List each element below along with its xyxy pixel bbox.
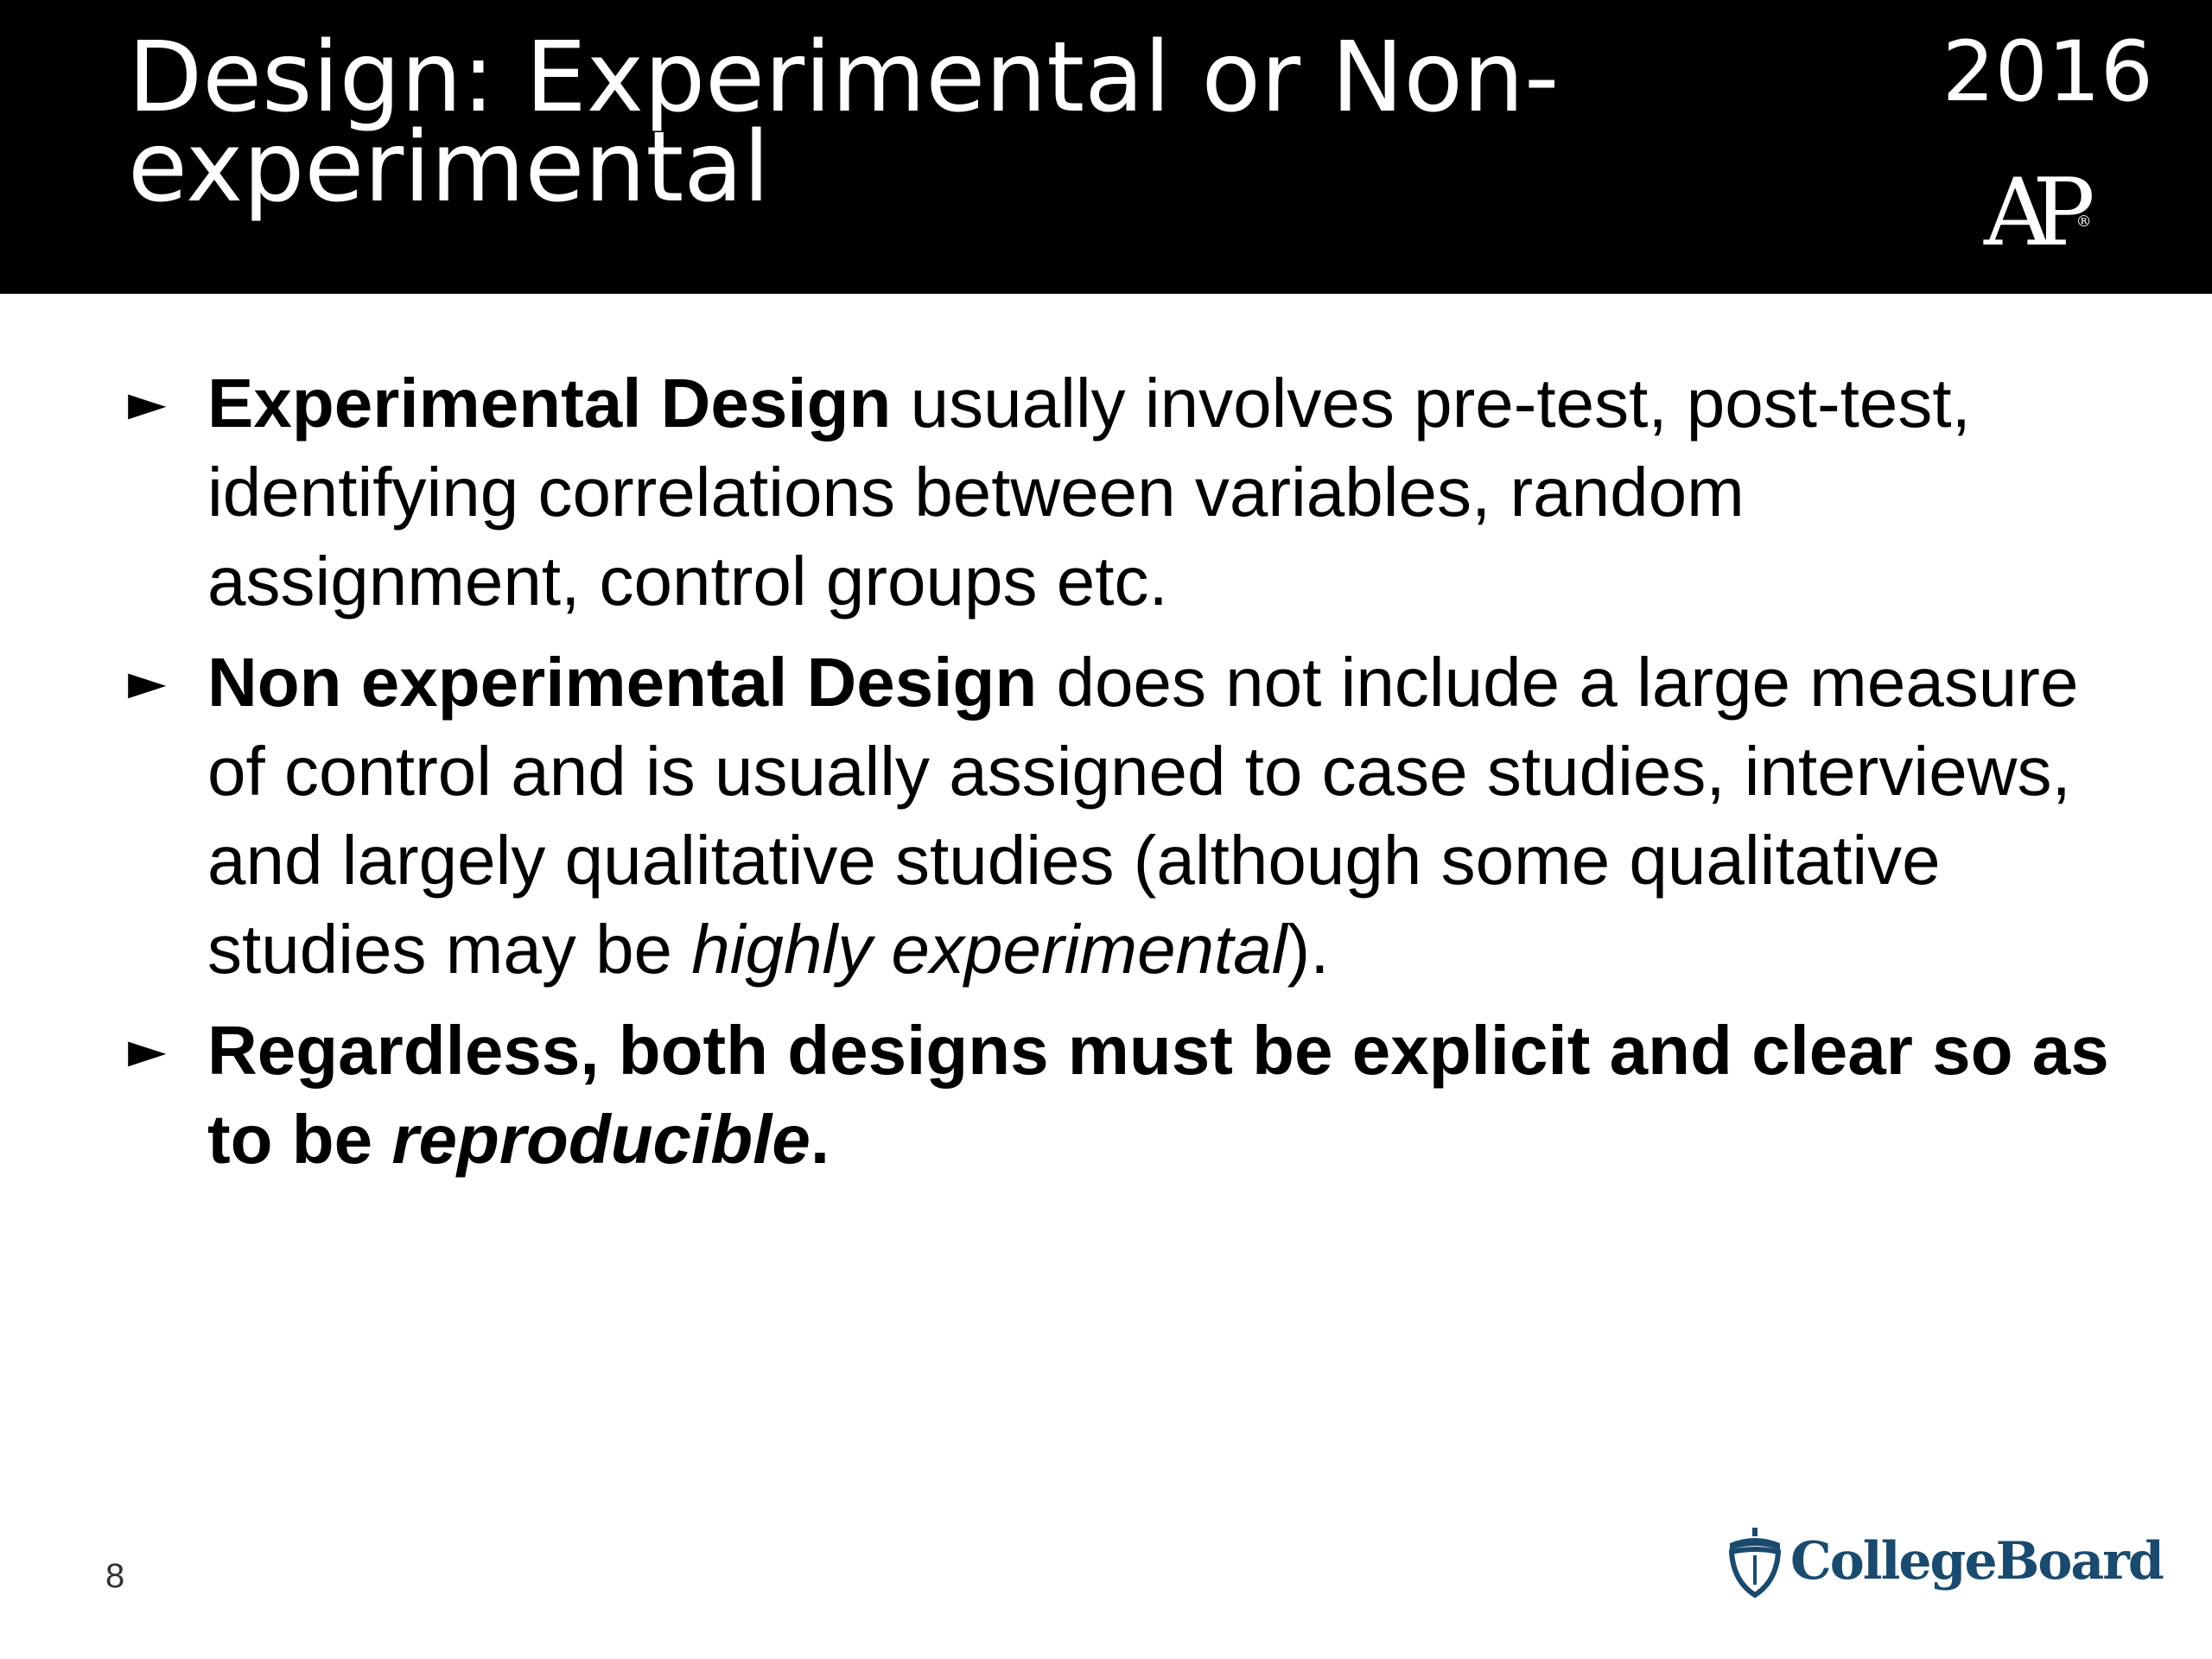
bullet-arrow-icon: ► — [128, 652, 167, 711]
bullet-2-text: does not include a large measure of control and is usually assigned to case studies, interviews, and largely qualitative studies (although some qualitative studies may be — [207, 644, 2079, 988]
year-label: 2016 — [1942, 23, 2153, 120]
ap-logo — [1984, 159, 2092, 267]
bullet-1-bold: Experimental Design — [207, 365, 892, 442]
bullet-3-bold: Regardless, both designs must be explicit and clear so as to be — [207, 1012, 2109, 1178]
bullet-non-experimental-design — [128, 638, 2115, 994]
ap-logo-text: AP — [1984, 159, 2076, 267]
bullet-2-tail: ). — [1287, 911, 1330, 988]
bullet-3-bold-italic: reproducible — [391, 1101, 810, 1178]
slide-title: Design: Experimental or Non-experimental — [128, 22, 1560, 224]
acorn-icon — [1725, 1524, 1785, 1599]
bullet-regardless — [128, 1006, 2115, 1184]
collegeboard-wordmark: CollegeBoard — [1790, 1531, 2163, 1592]
bullet-2-bold: Non experimental Design — [207, 644, 1038, 721]
bullet-experimental-design — [128, 359, 2115, 626]
header-bar — [0, 0, 2212, 294]
bullet-2-italic: highly experimental — [691, 911, 1287, 988]
collegeboard-logo — [1725, 1522, 2163, 1600]
bullet-arrow-icon: ► — [128, 373, 167, 432]
bullet-arrow-icon: ► — [128, 1020, 167, 1079]
bullet-3-tail: . — [810, 1101, 830, 1178]
page-number: 8 — [105, 1557, 125, 1595]
bullet-list — [128, 359, 2115, 1196]
registered-mark-icon: ® — [2075, 213, 2092, 231]
bullet-1-text: usually involves pre-test, post-test, identifying correlations between variables, random assignment, control groups etc. — [207, 365, 1971, 620]
